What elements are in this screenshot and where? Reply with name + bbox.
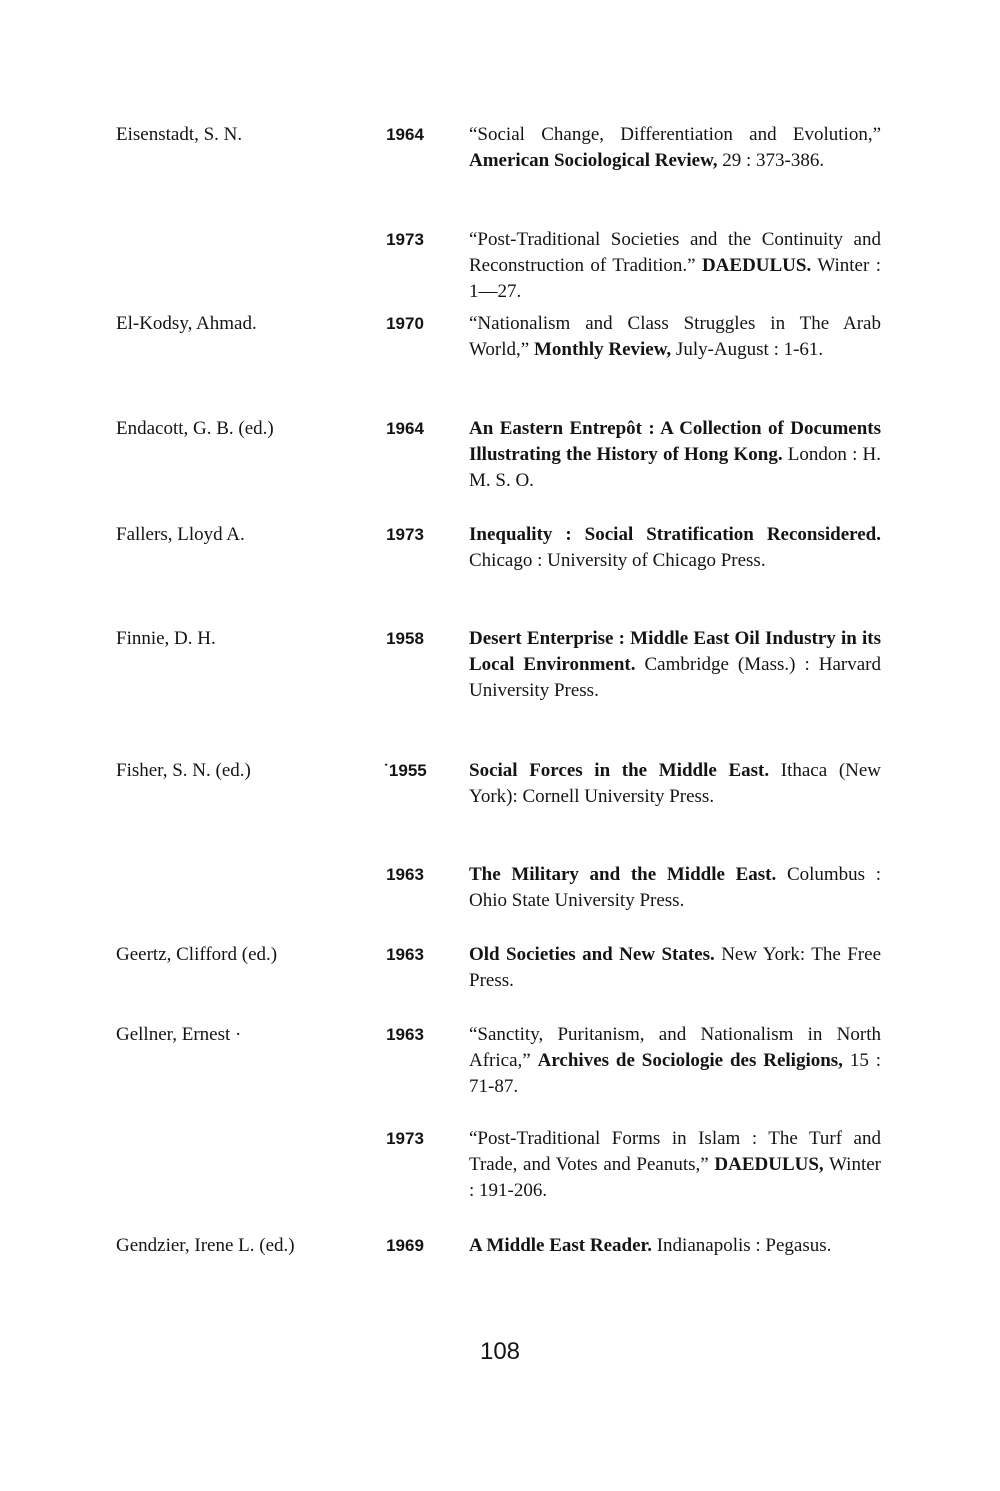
entry-year: ˙1955	[383, 761, 427, 780]
citation-details: 29 : 373-386.	[722, 150, 825, 171]
citation-text: “Nationalism and Class Struggles in The Arab World,”	[469, 313, 881, 360]
entry-author: Gellner, Ernest ·	[116, 1024, 242, 1045]
citation-title: Monthly Review,	[533, 339, 672, 360]
citation-details: Ithaca (New York): Cornell University Press.	[469, 760, 882, 807]
citation-details: Cambridge (Mass.) : Harvard University Press.	[469, 654, 882, 701]
entry-citation	[469, 626, 881, 704]
entry-citation	[469, 1233, 881, 1259]
entry-year: 1964	[386, 419, 424, 438]
citation-title: Old Societies and New States.	[469, 944, 715, 965]
entry-citation	[469, 862, 881, 914]
citation-details: Winter : 1—27.	[469, 255, 881, 302]
entry-citation	[469, 758, 881, 810]
citation-title: The Military and the Middle East.	[469, 864, 777, 885]
citation-title: An Eastern Entrepôt : A Collection of Documents Illustrating the History of Hong Kong.	[469, 418, 881, 465]
citation-details: Chicago : University of Chicago Press.	[469, 550, 766, 571]
entry-citation	[469, 416, 881, 494]
citation-text: “Sanctity, Puritanism, and Nationalism in North Africa,”	[469, 1024, 881, 1071]
entry-year: 1963	[386, 865, 424, 884]
entry-citation	[469, 122, 881, 174]
entry-year: 1964	[386, 125, 424, 144]
citation-details: New York: The Free Press.	[469, 944, 881, 991]
citation-title: American Sociological Review,	[469, 150, 718, 171]
citation-details: Winter : 191-206.	[469, 1154, 881, 1201]
citation-details: 15 : 71-87.	[469, 1050, 881, 1097]
citation-title: Social Forces in the Middle East.	[469, 760, 770, 781]
entry-author: Finnie, D. H.	[116, 628, 216, 649]
entry-year: 1973	[386, 1129, 424, 1148]
entry-year: 1963	[386, 945, 424, 964]
entry-year: 1973	[386, 230, 424, 249]
entry-citation	[469, 1126, 881, 1204]
citation-text: “Social Change, Differentiation and Evolution,”	[469, 124, 881, 145]
entry-author: Endacott, G. B. (ed.)	[116, 418, 274, 439]
entry-citation	[469, 1022, 881, 1100]
citation-details: London : H. M. S. O.	[469, 444, 882, 491]
citation-details: Indianapolis : Pegasus.	[656, 1235, 832, 1256]
citation-title: DAEDULUS.	[701, 255, 812, 276]
entry-author: Fisher, S. N. (ed.)	[116, 760, 251, 781]
entry-author: Fallers, Lloyd A.	[116, 524, 245, 545]
entry-author: El-Kodsy, Ahmad.	[116, 313, 257, 334]
entry-year: 1973	[386, 525, 424, 544]
entry-year: 1963	[386, 1025, 424, 1044]
entry-year: 1958	[386, 629, 424, 648]
entry-author: Gendzier, Irene L. (ed.)	[116, 1235, 295, 1256]
entry-citation	[469, 522, 881, 574]
entry-year: 1969	[386, 1236, 424, 1255]
entry-citation	[469, 227, 881, 305]
citation-details: July-August : 1-61.	[675, 339, 824, 360]
citation-title: A Middle East Reader.	[469, 1235, 652, 1256]
entry-citation	[469, 311, 881, 363]
citation-title: Inequality : Social Stratification Reconsidered.	[469, 524, 881, 545]
citation-title: Archives de Sociologie des Religions,	[537, 1050, 843, 1071]
page-number: 108	[479, 1338, 521, 1365]
citation-title: Desert Enterprise : Middle East Oil Industry in its Local Environment.	[469, 628, 881, 675]
entry-citation	[469, 942, 881, 994]
entry-author: Eisenstadt, S. N.	[116, 124, 243, 145]
entry-author: Geertz, Clifford (ed.)	[116, 944, 278, 965]
entry-year: 1970	[386, 314, 424, 333]
citation-text: “Post-Traditional Societies and the Continuity and Reconstruction of Tradition.”	[469, 229, 881, 276]
citation-details: Columbus : Ohio State University Press.	[469, 864, 882, 911]
citation-title: DAEDULUS,	[714, 1154, 824, 1175]
citation-text: “Post-Traditional Forms in Islam : The Turf and Trade, and Votes and Peanuts,”	[469, 1128, 881, 1175]
